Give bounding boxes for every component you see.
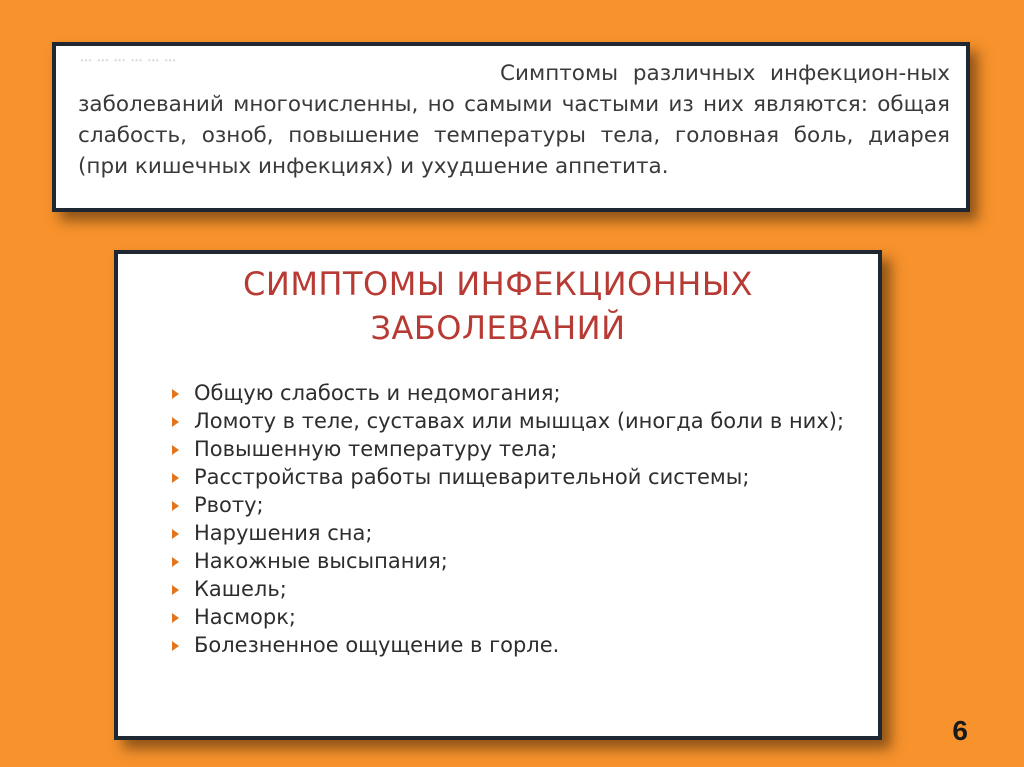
triangle-bullet-icon: [172, 389, 179, 399]
symptom-item: [170, 436, 860, 462]
symptom-item: [170, 548, 860, 574]
symptom-item: [170, 576, 860, 602]
card-title-line-1: СИМПТОМЫ ИНФЕКЦИОННЫХ: [243, 265, 753, 303]
symptom-item: [170, 408, 860, 434]
symptom-item-text: Накожные высыпания;: [194, 549, 448, 573]
excerpt-text: Симптомы различных инфекцион-ных заболеваний многочисленны, но самыми частыми из них являются: общая слабость, озноб, повышение температуры тела, головная боль, диарея (при кишечных инфекциях) и ухудшение аппетита.: [78, 61, 950, 179]
page-number: 6: [952, 715, 968, 746]
symptoms-card: [114, 250, 882, 740]
triangle-bullet-icon: [172, 557, 179, 567]
textbook-excerpt-box: [52, 42, 970, 212]
symptom-item: [170, 380, 860, 406]
symptom-item-text: Рвоту;: [194, 493, 264, 517]
card-title: [118, 262, 878, 350]
symptom-item: [170, 632, 860, 658]
symptom-item-text: Кашель;: [194, 577, 287, 601]
triangle-bullet-icon: [172, 613, 179, 623]
symptom-item-text: Повышенную температуру тела;: [194, 437, 558, 461]
triangle-bullet-icon: [172, 585, 179, 595]
triangle-bullet-icon: [172, 641, 179, 651]
symptom-item-text: Общую слабость и недомогания;: [194, 381, 561, 405]
symptom-item-text: Нарушения сна;: [194, 521, 373, 545]
triangle-bullet-icon: [172, 501, 179, 511]
symptom-item-text: Расстройства работы пищеварительной системы;: [194, 465, 750, 489]
triangle-bullet-icon: [172, 473, 179, 483]
triangle-bullet-icon: [172, 445, 179, 455]
excerpt-cropped-line: … … … … … …: [80, 50, 177, 64]
symptom-item-text: Болезненное ощущение в горле.: [194, 633, 560, 657]
symptom-item: [170, 492, 860, 518]
symptom-item-text: Насморк;: [194, 605, 296, 629]
symptom-list: [170, 380, 860, 660]
triangle-bullet-icon: [172, 417, 179, 427]
symptom-item-text: Ломоту в теле, суставах или мышцах (иногда боли в них);: [194, 409, 845, 433]
card-title-line-2: ЗАБОЛЕВАНИЙ: [370, 309, 626, 347]
triangle-bullet-icon: [172, 529, 179, 539]
symptom-item: [170, 520, 860, 546]
symptom-item: [170, 464, 860, 490]
symptom-item: [170, 604, 860, 630]
